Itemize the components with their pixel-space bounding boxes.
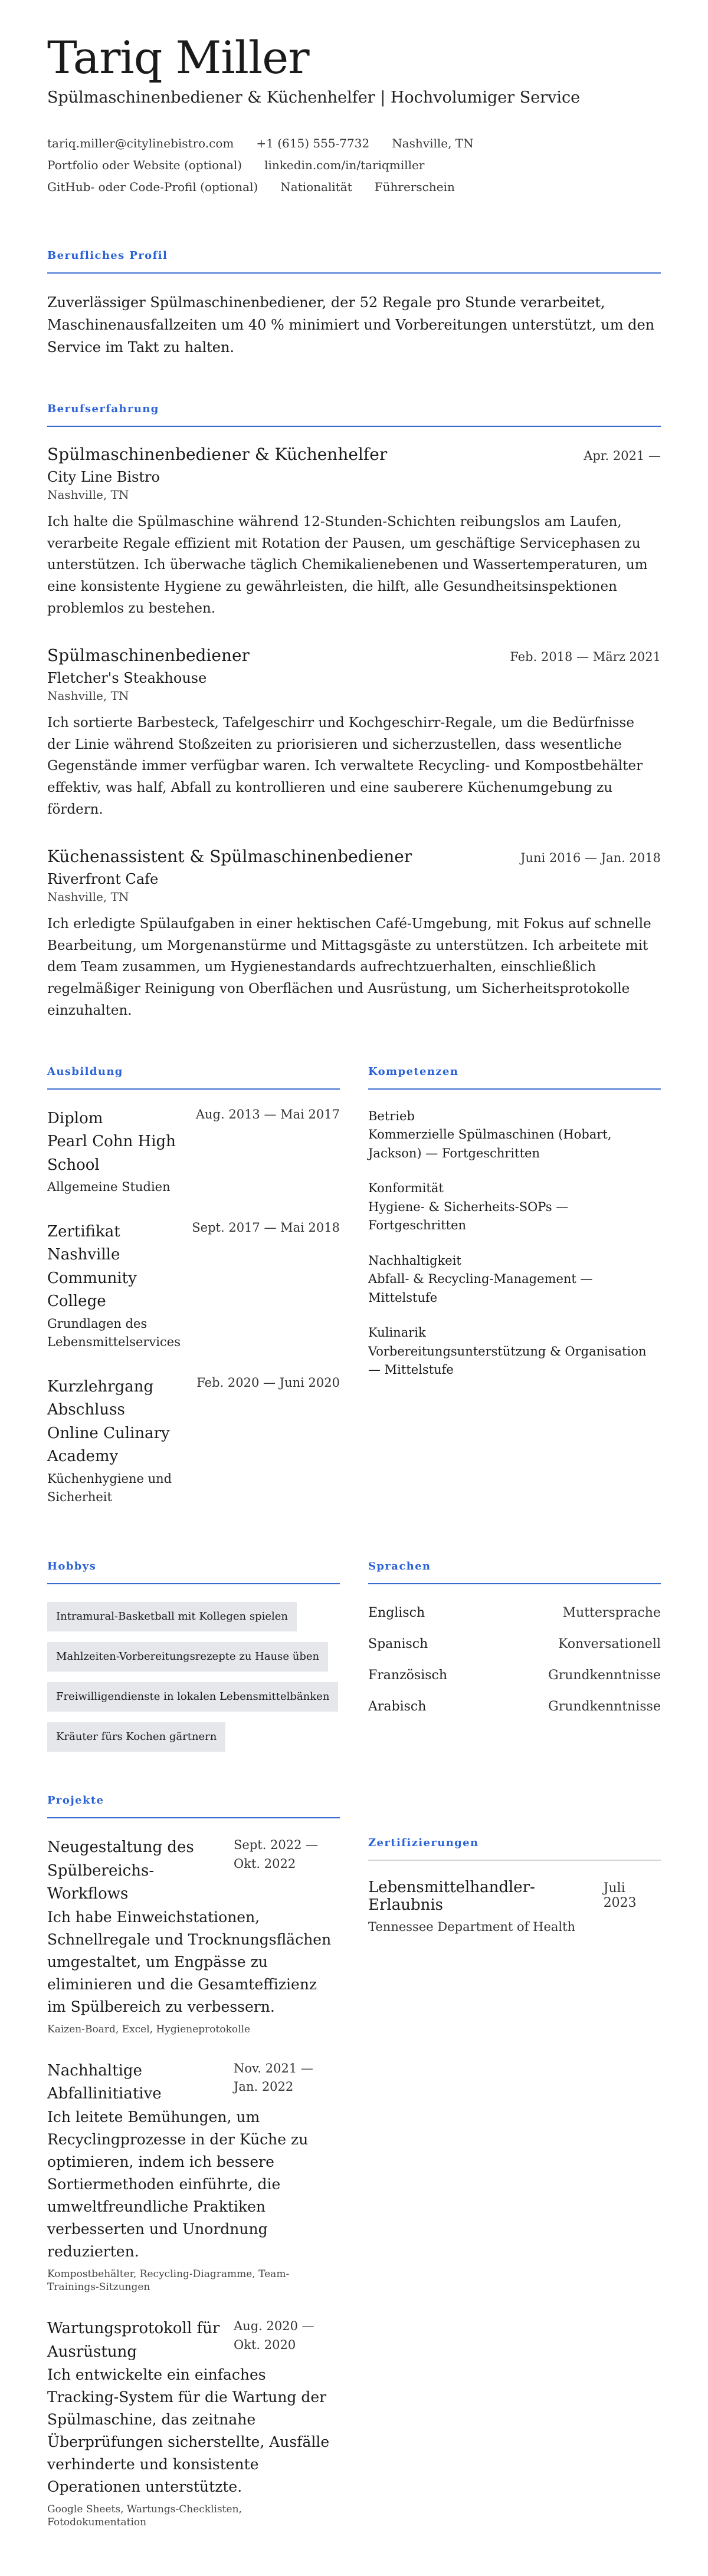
candidate-headline: Spülmaschinenbediener & Küchenhelfer | Hochvolumiger Service (47, 88, 581, 107)
language-level: Grundkenntnisse (548, 1699, 661, 1714)
education-details (47, 1376, 183, 1507)
section-heading: Berufserfahrung (47, 403, 661, 427)
contact-row (47, 133, 661, 154)
section-heading: Ausbildung (47, 1065, 340, 1090)
project-title: Wartungsprotokoll für Ausrüstung (47, 2320, 220, 2361)
job-title: Spülmaschinenbediener & Küchenhelfer (47, 444, 388, 464)
contact-row (47, 154, 661, 176)
education-dates: Sept. 2017 — Mai 2018 (192, 1220, 340, 1235)
skill-entry (368, 1324, 661, 1380)
skill-entry (368, 1107, 661, 1163)
profile-summary: Zuverlässiger Spülmaschinenbediener, der 52 Regale pro Stunde verarbeitet, Maschinenausfallzeiten um 40 % minimiert und Vorbereitungen unterstützt, um den Service im Takt zu halten. (47, 294, 655, 356)
job-header (47, 646, 661, 665)
language-level: Grundkenntnisse (548, 1667, 661, 1683)
resume-header (47, 33, 661, 198)
certification-name: Lebensmittelhandler-Erlaubnis (368, 1878, 535, 1914)
project-dates: Sept. 2022 — Okt. 2022 (234, 1838, 319, 1871)
skill-category: Betrieb (368, 1108, 415, 1123)
institution: Nashville Community College (47, 1246, 137, 1311)
certification-header (368, 1878, 661, 1914)
hobbies-languages-row (47, 1560, 661, 1752)
job-dates: Feb. 2018 — März 2021 (510, 649, 661, 664)
degree: Diplom (47, 1109, 103, 1127)
field-of-study: Küchenhygiene und Sicherheit (47, 1471, 172, 1505)
hobby-tag: Mahlzeiten-Vorbereitungsrezepte zu Hause üben (47, 1642, 328, 1672)
degree: Kurzlehrgang Abschluss (47, 1377, 154, 1419)
education-details (47, 1107, 183, 1197)
company-name: Fletcher's Steakhouse (47, 669, 207, 686)
project-entry (47, 2060, 340, 2294)
section-heading: Berufliches Profil (47, 249, 661, 274)
project-header (47, 2060, 340, 2106)
project-tools: Kaizen-Board, Excel, Hygieneprotokolle (47, 2023, 251, 2035)
projects-section (47, 1794, 340, 2552)
institution: Online Culinary Academy (47, 1424, 170, 1466)
project-title: Nachhaltige Abfallinitiative (47, 2061, 162, 2103)
job-description: Ich halte die Spülmaschine während 12-Stunden-Schichten reibungslos am Laufen, verarbeite Regale effizient mit Rotation der Pausen, um geschäftige Servicephasen zu unterstützen. Ich überwache täglich Chemikalienebenen und Wassertemperaturen, um eine konsistente Hygiene zu gewährleisten, die hilft, alle Gesundheitsinspektionen problemlos zu bestehen. (47, 514, 648, 616)
education-dates: Feb. 2020 — Juni 2020 (196, 1375, 340, 1390)
skill-detail: Vorbereitungsunterstützung & Organisation — Mittelstufe (368, 1344, 647, 1377)
linkedin-link[interactable]: linkedin.com/in/tariqmiller (264, 157, 425, 172)
phone-number: +1 (615) 555-7732 (256, 136, 370, 150)
job-title: Küchenassistent & Spülmaschinenbediener (47, 846, 412, 866)
section-heading: Sprachen (368, 1560, 661, 1584)
language-row (368, 1606, 661, 1620)
skill-category: Nachhaltigkeit (368, 1253, 461, 1268)
section-heading: Hobbys (47, 1560, 340, 1584)
job-header (47, 847, 661, 866)
language-level: Konversationell (558, 1636, 661, 1651)
institution: Pearl Cohn High School (47, 1133, 176, 1174)
education-details (47, 1220, 183, 1352)
experience-section (47, 403, 661, 1022)
profile-section (47, 249, 661, 359)
certification-issuer: Tennessee Department of Health (368, 1920, 576, 1935)
hobby-tag: Intramural-Basketball mit Kollegen spielen (47, 1602, 297, 1631)
certification-date: Juli 2023 (603, 1881, 637, 1911)
section-heading: Kompetenzen (368, 1065, 661, 1090)
language-row (368, 1668, 661, 1683)
language-name: Französisch (368, 1667, 448, 1683)
project-dates: Aug. 2020 — Okt. 2020 (234, 2319, 314, 2352)
skill-category: Kulinarik (368, 1325, 426, 1340)
skill-detail: Abfall- & Recycling-Management — Mittelstufe (368, 1272, 593, 1305)
drivers-license: Führerschein (374, 179, 455, 194)
projects-certifications-row (47, 1794, 661, 2552)
section-heading: Projekte (47, 1794, 340, 1818)
project-title: Neugestaltung des Spülbereichs-Workflows (47, 1838, 194, 1903)
project-header (47, 1836, 340, 1906)
skill-entry (368, 1252, 661, 1308)
education-dates: Aug. 2013 — Mai 2017 (195, 1107, 340, 1121)
contact-info (47, 133, 661, 198)
nationality: Nationalität (280, 179, 352, 194)
company-name: Riverfront Cafe (47, 870, 159, 887)
hobby-tag: Kräuter fürs Kochen gärtnern (47, 1722, 225, 1752)
skill-detail: Hygiene- & Sicherheits-SOPs — Fortgeschritten (368, 1199, 569, 1233)
hobby-tag: Freiwilligendienste in lokalen Lebensmittelbänken (47, 1682, 338, 1712)
job-dates: Juni 2016 — Jan. 2018 (520, 850, 661, 865)
project-description: Ich entwickelte ein einfaches Tracking-System für die Wartung der Spülmaschine, das zeitnahe Überprüfungen sicherstellte, Ausfälle verhinderte und konsistente Operationen unterstützte. (47, 2366, 330, 2496)
project-header (47, 2317, 340, 2364)
job-title: Spülmaschinenbediener (47, 645, 250, 665)
location: Nashville, TN (392, 136, 474, 150)
certifications-section (368, 1794, 661, 2552)
company-name: City Line Bistro (47, 468, 160, 485)
job-header (47, 445, 661, 464)
education-section (47, 1065, 340, 1531)
job-entry (47, 445, 661, 620)
job-location: Nashville, TN (47, 487, 129, 502)
job-entry (47, 646, 661, 821)
github-link[interactable]: GitHub- oder Code-Profil (optional) (47, 179, 258, 194)
hobbies-section (47, 1560, 340, 1752)
education-skills-row (47, 1065, 661, 1531)
project-tools: Kompostbehälter, Recycling-Diagramme, Team-Trainings-Sitzungen (47, 2268, 290, 2294)
skill-detail: Kommerzielle Spülmaschinen (Hobart, Jackson) — Fortgeschritten (368, 1127, 612, 1160)
language-name: Arabisch (368, 1699, 427, 1714)
section-heading: Zertifizierungen (368, 1837, 661, 1861)
job-location: Nashville, TN (47, 889, 129, 904)
field-of-study: Allgemeine Studien (47, 1180, 171, 1195)
job-dates: Apr. 2021 — (584, 448, 661, 463)
education-entry (47, 1107, 340, 1197)
project-entry (47, 1836, 340, 2036)
education-entry (47, 1376, 340, 1507)
skill-entry (368, 1179, 661, 1235)
candidate-name: Tariq Miller (47, 31, 309, 84)
language-level: Muttersprache (562, 1605, 661, 1620)
language-name: Englisch (368, 1605, 425, 1620)
languages-section (368, 1560, 661, 1752)
project-description: Ich habe Einweichstationen, Schnellregale und Trocknungsflächen umgestaltet, um Engpässe zu eliminieren und die Gesamteffizienz im Spülbereich zu verbessern. (47, 1908, 332, 2015)
contact-row (47, 176, 661, 198)
field-of-study: Grundlagen des Lebensmittelservices (47, 1316, 181, 1350)
skills-section (368, 1065, 661, 1531)
email-link[interactable]: tariq.miller@citylinebistro.com (47, 136, 234, 150)
language-row (368, 1699, 661, 1714)
project-dates: Nov. 2021 — Jan. 2022 (234, 2061, 313, 2094)
project-entry (47, 2317, 340, 2529)
project-description: Ich leitete Bemühungen, um Recyclingprozesse in der Küche zu optimieren, indem ich bessere Sortiermethoden einführte, die umweltfreundliche Praktiken verbesserten und Unordnung reduzierten. (47, 2108, 309, 2260)
project-tools: Google Sheets, Wartungs-Checklisten, Fotodokumentation (47, 2503, 242, 2529)
education-entry (47, 1220, 340, 1352)
language-name: Spanisch (368, 1636, 428, 1651)
language-row (368, 1637, 661, 1651)
job-description: Ich sortierte Barbesteck, Tafelgeschirr und Kochgeschirr-Regale, um die Bedürfnisse der Linie während Stoßzeiten zu priorisieren und sicherzustellen, dass wesentliche Gegenstände immer verfügbar waren. Ich verwaltete Recycling- und Kompostbehälter effektiv, was half, Abfall zu kontrollieren und eine sauberere Küchenumgebung zu fördern. (47, 715, 643, 817)
job-location: Nashville, TN (47, 688, 129, 703)
portfolio-link[interactable]: Portfolio oder Website (optional) (47, 157, 242, 172)
job-entry (47, 847, 661, 1022)
degree: Zertifikat (47, 1222, 120, 1241)
job-description: Ich erledigte Spülaufgaben in einer hektischen Café-Umgebung, mit Fokus auf schnelle Bearbeitung, um Morgenanstürme und Mittagsgäste zu unterstützen. Ich arbeitete mit dem Team zusammen, um Hygienestandards aufrechtzuerhalten, einschließlich regelmäßiger Reinigung von Oberflächen und Ausrüstung, um Sicherheitsprotokolle einzuhalten. (47, 916, 651, 1018)
certification-entry (368, 1878, 661, 1934)
skill-category: Konformität (368, 1181, 444, 1196)
